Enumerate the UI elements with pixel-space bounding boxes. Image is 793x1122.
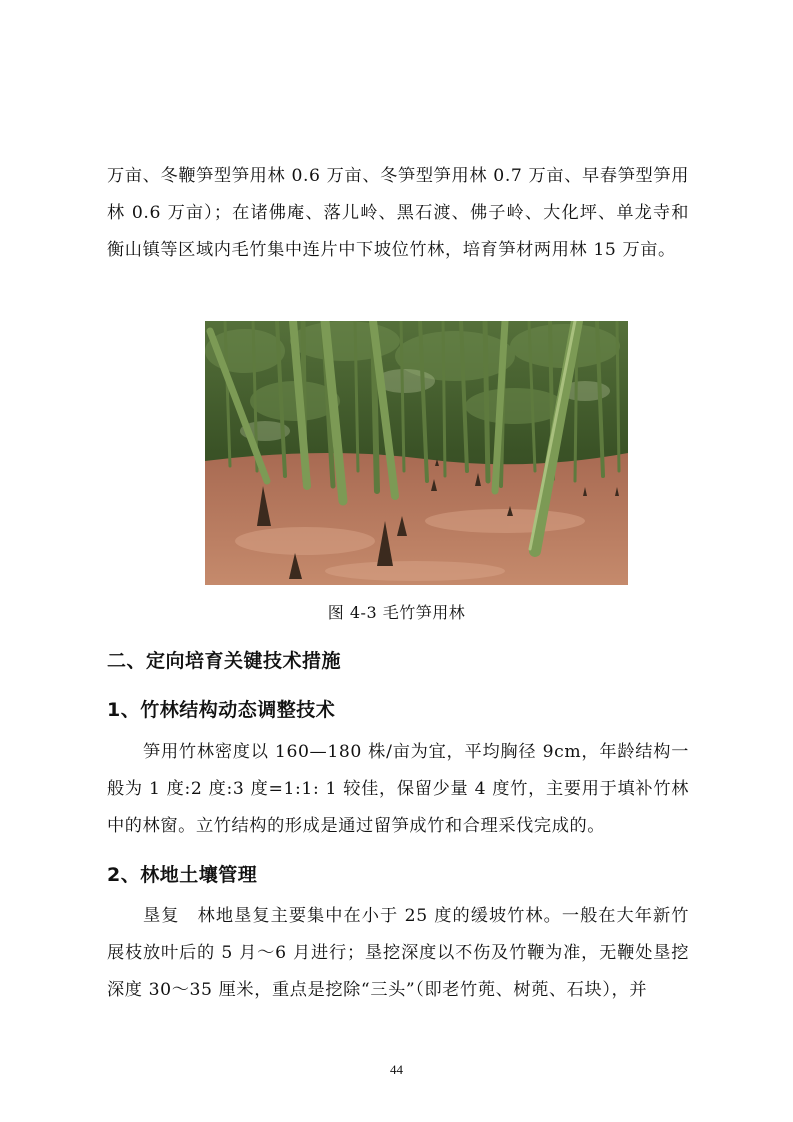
bamboo-forest-photo xyxy=(205,321,628,585)
subsection-1-heading: 1、竹林结构动态调整技术 xyxy=(107,699,336,721)
intro-paragraph: 万亩、冬鞭笋型笋用林 0.6 万亩、冬笋型笋用林 0.7 万亩、早春笋型笋用林 0.6 万亩）；在诸佛庵、落儿岭、黑石渡、佛子岭、大化坪、单龙寺和衡山镇等区域内毛竹集中连片中下坡位竹林，培育笋材两用林 15 万亩。 xyxy=(107,166,689,260)
subsection-2-heading: 2、林地土壤管理 xyxy=(107,864,258,886)
section-heading: 二、定向培育关键技术措施 xyxy=(107,650,342,672)
page-number: 44 xyxy=(390,1062,403,1077)
subsection-2-paragraph: 垦复 林地垦复主要集中在小于 25 度的缓坡竹林。一般在大年新竹展枝放叶后的 5 月～6 月进行；垦挖深度以不伤及竹鞭为准，无鞭处垦挖深度 30～35 厘米，重点是挖除“三头”（即老竹蔸、树蔸、石块），并 xyxy=(107,906,689,1000)
figure-caption: 图 4-3 毛竹笋用林 xyxy=(327,603,466,622)
subsection-1-paragraph: 笋用竹林密度以 160—180 株/亩为宜，平均胸径 9cm，年龄结构一般为 1 度:2 度:3 度=1:1: 1 较佳，保留少量 4 度竹，主要用于填补竹林中的林窗。立竹结构的形成是通过留笋成竹和合理采伐完成的。 xyxy=(107,742,689,836)
